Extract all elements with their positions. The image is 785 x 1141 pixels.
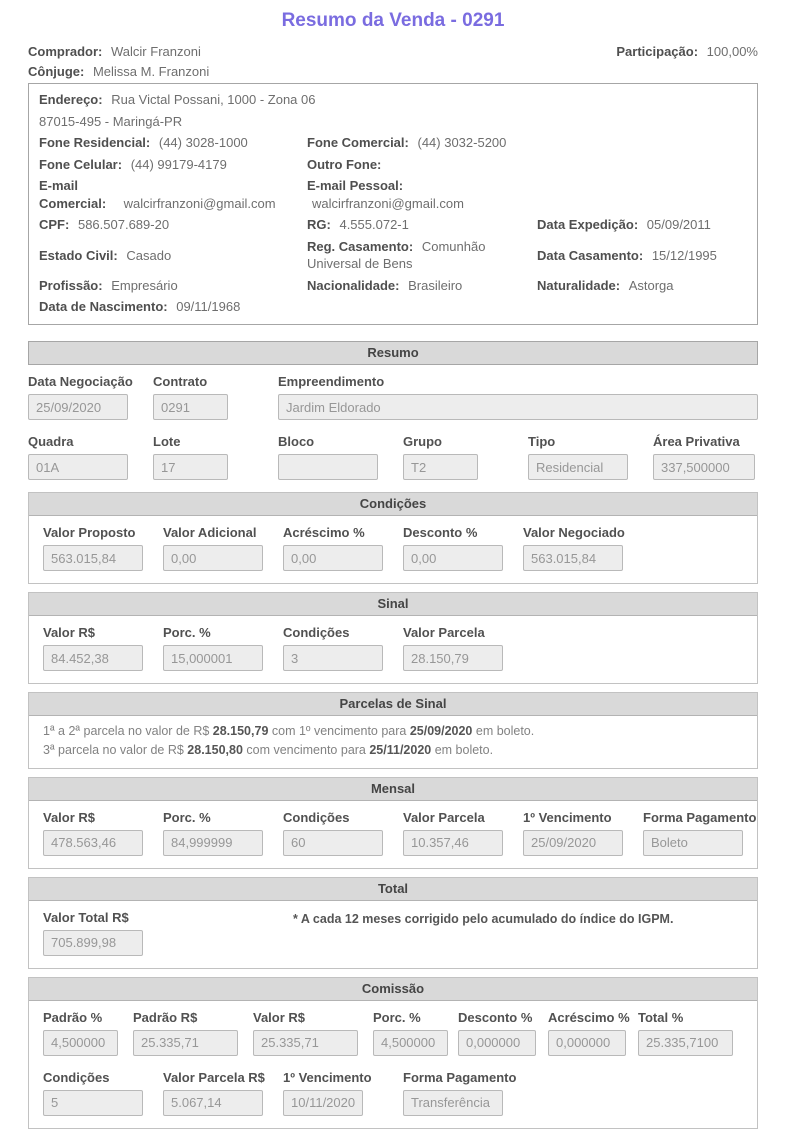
comissao-valor-parcela-label: Valor Parcela R$ — [163, 1069, 265, 1085]
page-title: Resumo da Venda - 0291 — [281, 10, 505, 31]
valor-adicional-label: Valor Adicional — [163, 525, 257, 541]
empreendimento-label: Empreendimento — [278, 374, 385, 390]
bloco-input[interactable] — [278, 454, 378, 480]
padrao-pct-input[interactable] — [43, 1030, 118, 1056]
data-expedicao-label: Data Expedição: — [537, 217, 639, 233]
comissao-row-2 — [43, 1070, 743, 1116]
email-comercial — [39, 177, 307, 212]
sinal-condicoes-label: Condições — [283, 625, 350, 641]
comissao-total-pct-input[interactable] — [638, 1030, 733, 1056]
fone-residencial-label: Fone Residencial: — [39, 135, 151, 151]
sinal-valor-parcela-label: Valor Parcela — [403, 625, 485, 641]
outro-fone-label: Outro Fone: — [307, 156, 382, 172]
mensal-vencimento-input[interactable] — [523, 830, 623, 856]
desconto-label: Desconto % — [403, 525, 478, 541]
mensal-header: Mensal — [29, 778, 757, 801]
quadra-input[interactable] — [28, 454, 128, 480]
sinal-porc-label: Porc. % — [163, 625, 211, 641]
nacionalidade-label: Nacionalidade: — [307, 277, 400, 293]
buyer-name — [28, 44, 201, 59]
comprador-value: Walcir Franzoni — [111, 44, 201, 59]
reg-casamento — [307, 238, 537, 273]
data-casamento-value: 15/12/1995 — [651, 247, 717, 263]
profissao — [39, 277, 307, 295]
comissao-condicoes-label: Condições — [43, 1069, 110, 1085]
comissao-row-1 — [43, 1010, 743, 1056]
acrescimo-label: Acréscimo % — [283, 525, 365, 541]
sinal-porc-input[interactable] — [163, 645, 263, 671]
mensal-porc-input[interactable] — [163, 830, 263, 856]
padrao-rs-label: Padrão R$ — [133, 1009, 198, 1025]
reg-casamento-value: Comunhão Universal de Bens — [307, 238, 486, 272]
fone-residencial-value: (44) 3028-1000 — [158, 135, 248, 151]
sinal-valor-label: Valor R$ — [43, 625, 96, 641]
sinal-valor-parcela-input[interactable] — [403, 645, 503, 671]
area-privativa-label: Área Privativa — [653, 434, 740, 450]
endereco-value: Rua Victal Possani, 1000 - Zona 06 — [111, 92, 316, 107]
naturalidade-label: Naturalidade: — [537, 277, 621, 293]
mensal-section — [28, 777, 758, 869]
mensal-condicoes-label: Condições — [283, 809, 350, 825]
mensal-vencimento-label: 1º Vencimento — [523, 809, 612, 825]
comissao-desconto-input[interactable] — [458, 1030, 536, 1056]
email-pessoal — [307, 177, 537, 212]
resumo-row-1 — [28, 374, 758, 420]
valor-total-input[interactable] — [43, 930, 143, 956]
grupo-label: Grupo — [403, 434, 442, 450]
cpf-label: CPF: — [39, 217, 70, 233]
mensal-valor-parcela-label: Valor Parcela — [403, 809, 485, 825]
cep-city: 87015-495 - Maringá-PR — [39, 113, 183, 129]
valor-adicional-input[interactable] — [163, 545, 263, 571]
tipo-input[interactable] — [528, 454, 628, 480]
valor-negociado-input[interactable] — [523, 545, 623, 571]
mensal-valor-parcela-input[interactable] — [403, 830, 503, 856]
email-comercial-label: E-mail Comercial: — [39, 178, 107, 211]
comissao-valor-parcela-input[interactable] — [163, 1090, 263, 1116]
comissao-vencimento-label: 1º Vencimento — [283, 1069, 372, 1085]
mensal-condicoes-input[interactable] — [283, 830, 383, 856]
area-privativa-input[interactable] — [653, 454, 755, 480]
nacionalidade — [307, 277, 537, 295]
total-section — [28, 877, 758, 969]
rg — [307, 216, 537, 234]
profissao-value: Empresário — [111, 277, 178, 293]
participation — [616, 44, 758, 59]
comissao-section — [28, 977, 758, 1129]
buyer-details-box — [28, 83, 758, 325]
comissao-acrescimo-input[interactable] — [548, 1030, 626, 1056]
data-expedicao — [537, 216, 747, 234]
bloco-label: Bloco — [278, 434, 315, 450]
comissao-condicoes-input[interactable] — [43, 1090, 143, 1116]
data-casamento-label: Data Casamento: — [537, 247, 644, 263]
parcelas-line-1: 1ª a 2ª parcela no valor de R$ 28.150,79 com 1º vencimento para 25/09/2020 em boleto. — [43, 724, 535, 739]
rg-label: RG: — [307, 217, 331, 233]
participacao-value: 100,00% — [706, 44, 758, 59]
lote-label: Lote — [153, 434, 181, 450]
outro-fone — [307, 156, 537, 174]
fone-comercial-label: Fone Comercial: — [307, 135, 409, 151]
nacionalidade-value: Brasileiro — [408, 277, 463, 293]
profissao-label: Profissão: — [39, 277, 103, 293]
total-header: Total — [29, 878, 757, 901]
mensal-forma-label: Forma Pagamento — [643, 809, 757, 825]
condicoes-section — [28, 492, 758, 584]
condicoes-header: Condições — [29, 493, 757, 516]
comissao-valor-rs-label: Valor R$ — [253, 1009, 306, 1025]
data-nascimento — [39, 298, 747, 316]
rg-value: 4.555.072-1 — [339, 217, 409, 233]
comissao-total-pct-label: Total % — [638, 1009, 684, 1025]
parcelas-line-2: 3ª parcela no valor de R$ 28.150,80 com vencimento para 25/11/2020 em boleto. — [43, 742, 494, 757]
parcelas-sinal-section — [28, 692, 758, 769]
acrescimo-input[interactable] — [283, 545, 383, 571]
sinal-valor-input[interactable] — [43, 645, 143, 671]
sinal-condicoes-input[interactable] — [283, 645, 383, 671]
reg-casamento-label: Reg. Casamento: — [307, 238, 414, 254]
padrao-rs-input[interactable] — [133, 1030, 238, 1056]
estado-civil-label: Estado Civil: — [39, 247, 118, 263]
tipo-label: Tipo — [528, 434, 556, 450]
resumo-row-2 — [28, 434, 758, 480]
cpf — [39, 216, 307, 234]
data-nascimento-value: 09/11/1968 — [176, 299, 241, 315]
desconto-input[interactable] — [403, 545, 503, 571]
sinal-header: Sinal — [29, 593, 757, 616]
data-expedicao-value: 05/09/2011 — [646, 217, 711, 233]
comissao-porc-input[interactable] — [373, 1030, 448, 1056]
grupo-input[interactable] — [403, 454, 478, 480]
padrao-pct-label: Padrão % — [43, 1009, 103, 1025]
fone-celular — [39, 156, 307, 174]
cpf-value: 586.507.689-20 — [77, 217, 170, 233]
data-casamento — [537, 247, 747, 265]
valor-proposto-label: Valor Proposto — [43, 525, 136, 541]
total-note: * A cada 12 meses corrigido pelo acumulado do índice do IGPM. — [293, 911, 674, 926]
estado-civil — [39, 247, 307, 265]
comissao-forma-input[interactable] — [403, 1090, 503, 1116]
comissao-header: Comissão — [29, 978, 757, 1001]
valor-proposto-input[interactable] — [43, 545, 143, 571]
address — [39, 91, 747, 109]
quadra-label: Quadra — [28, 434, 74, 450]
comissao-vencimento-input[interactable] — [283, 1090, 363, 1116]
empreendimento-input[interactable] — [278, 394, 758, 420]
fone-celular-value: (44) 99179-4179 — [130, 156, 227, 172]
email-pessoal-value: walcirfranzoni@gmail.com — [312, 195, 464, 211]
comissao-valor-rs-input[interactable] — [253, 1030, 358, 1056]
mensal-valor-input[interactable] — [43, 830, 143, 856]
mensal-valor-label: Valor R$ — [43, 809, 96, 825]
comissao-desconto-label: Desconto % — [458, 1009, 533, 1025]
valor-total-label: Valor Total R$ — [43, 909, 129, 925]
conjuge-label: Cônjuge: — [28, 64, 85, 79]
valor-negociado-label: Valor Negociado — [523, 525, 625, 541]
comissao-forma-label: Forma Pagamento — [403, 1069, 517, 1085]
data-nascimento-label: Data de Nascimento: — [39, 299, 168, 315]
email-pessoal-label: E-mail Pessoal: — [307, 178, 404, 194]
spouse-name — [28, 64, 758, 79]
endereco-label: Endereço: — [39, 92, 103, 107]
data-negociacao-label: Data Negociação — [28, 374, 133, 390]
email-comercial-value: walcirfranzoni@gmail.com — [123, 195, 276, 211]
comissao-porc-label: Porc. % — [373, 1009, 421, 1025]
mensal-forma-input[interactable] — [643, 830, 743, 856]
participacao-label: Participação: — [616, 44, 699, 59]
fone-residencial — [39, 134, 307, 152]
fone-comercial-value: (44) 3032-5200 — [417, 135, 507, 151]
naturalidade-value: Astorga — [628, 277, 674, 293]
contrato-input[interactable] — [153, 394, 228, 420]
parcelas-sinal-header: Parcelas de Sinal — [29, 693, 757, 716]
resumo-header: Resumo — [28, 341, 758, 365]
lote-input[interactable] — [153, 454, 228, 480]
comprador-label: Comprador: — [28, 44, 103, 59]
fone-comercial — [307, 134, 537, 152]
sinal-section — [28, 592, 758, 684]
conjuge-value: Melissa M. Franzoni — [92, 64, 210, 79]
comissao-acrescimo-label: Acréscimo % — [548, 1009, 630, 1025]
fone-celular-label: Fone Celular: — [39, 156, 123, 172]
mensal-porc-label: Porc. % — [163, 809, 211, 825]
data-negociacao-input[interactable] — [28, 394, 128, 420]
estado-civil-value: Casado — [126, 247, 172, 263]
contrato-label: Contrato — [153, 374, 208, 390]
naturalidade — [537, 277, 747, 295]
